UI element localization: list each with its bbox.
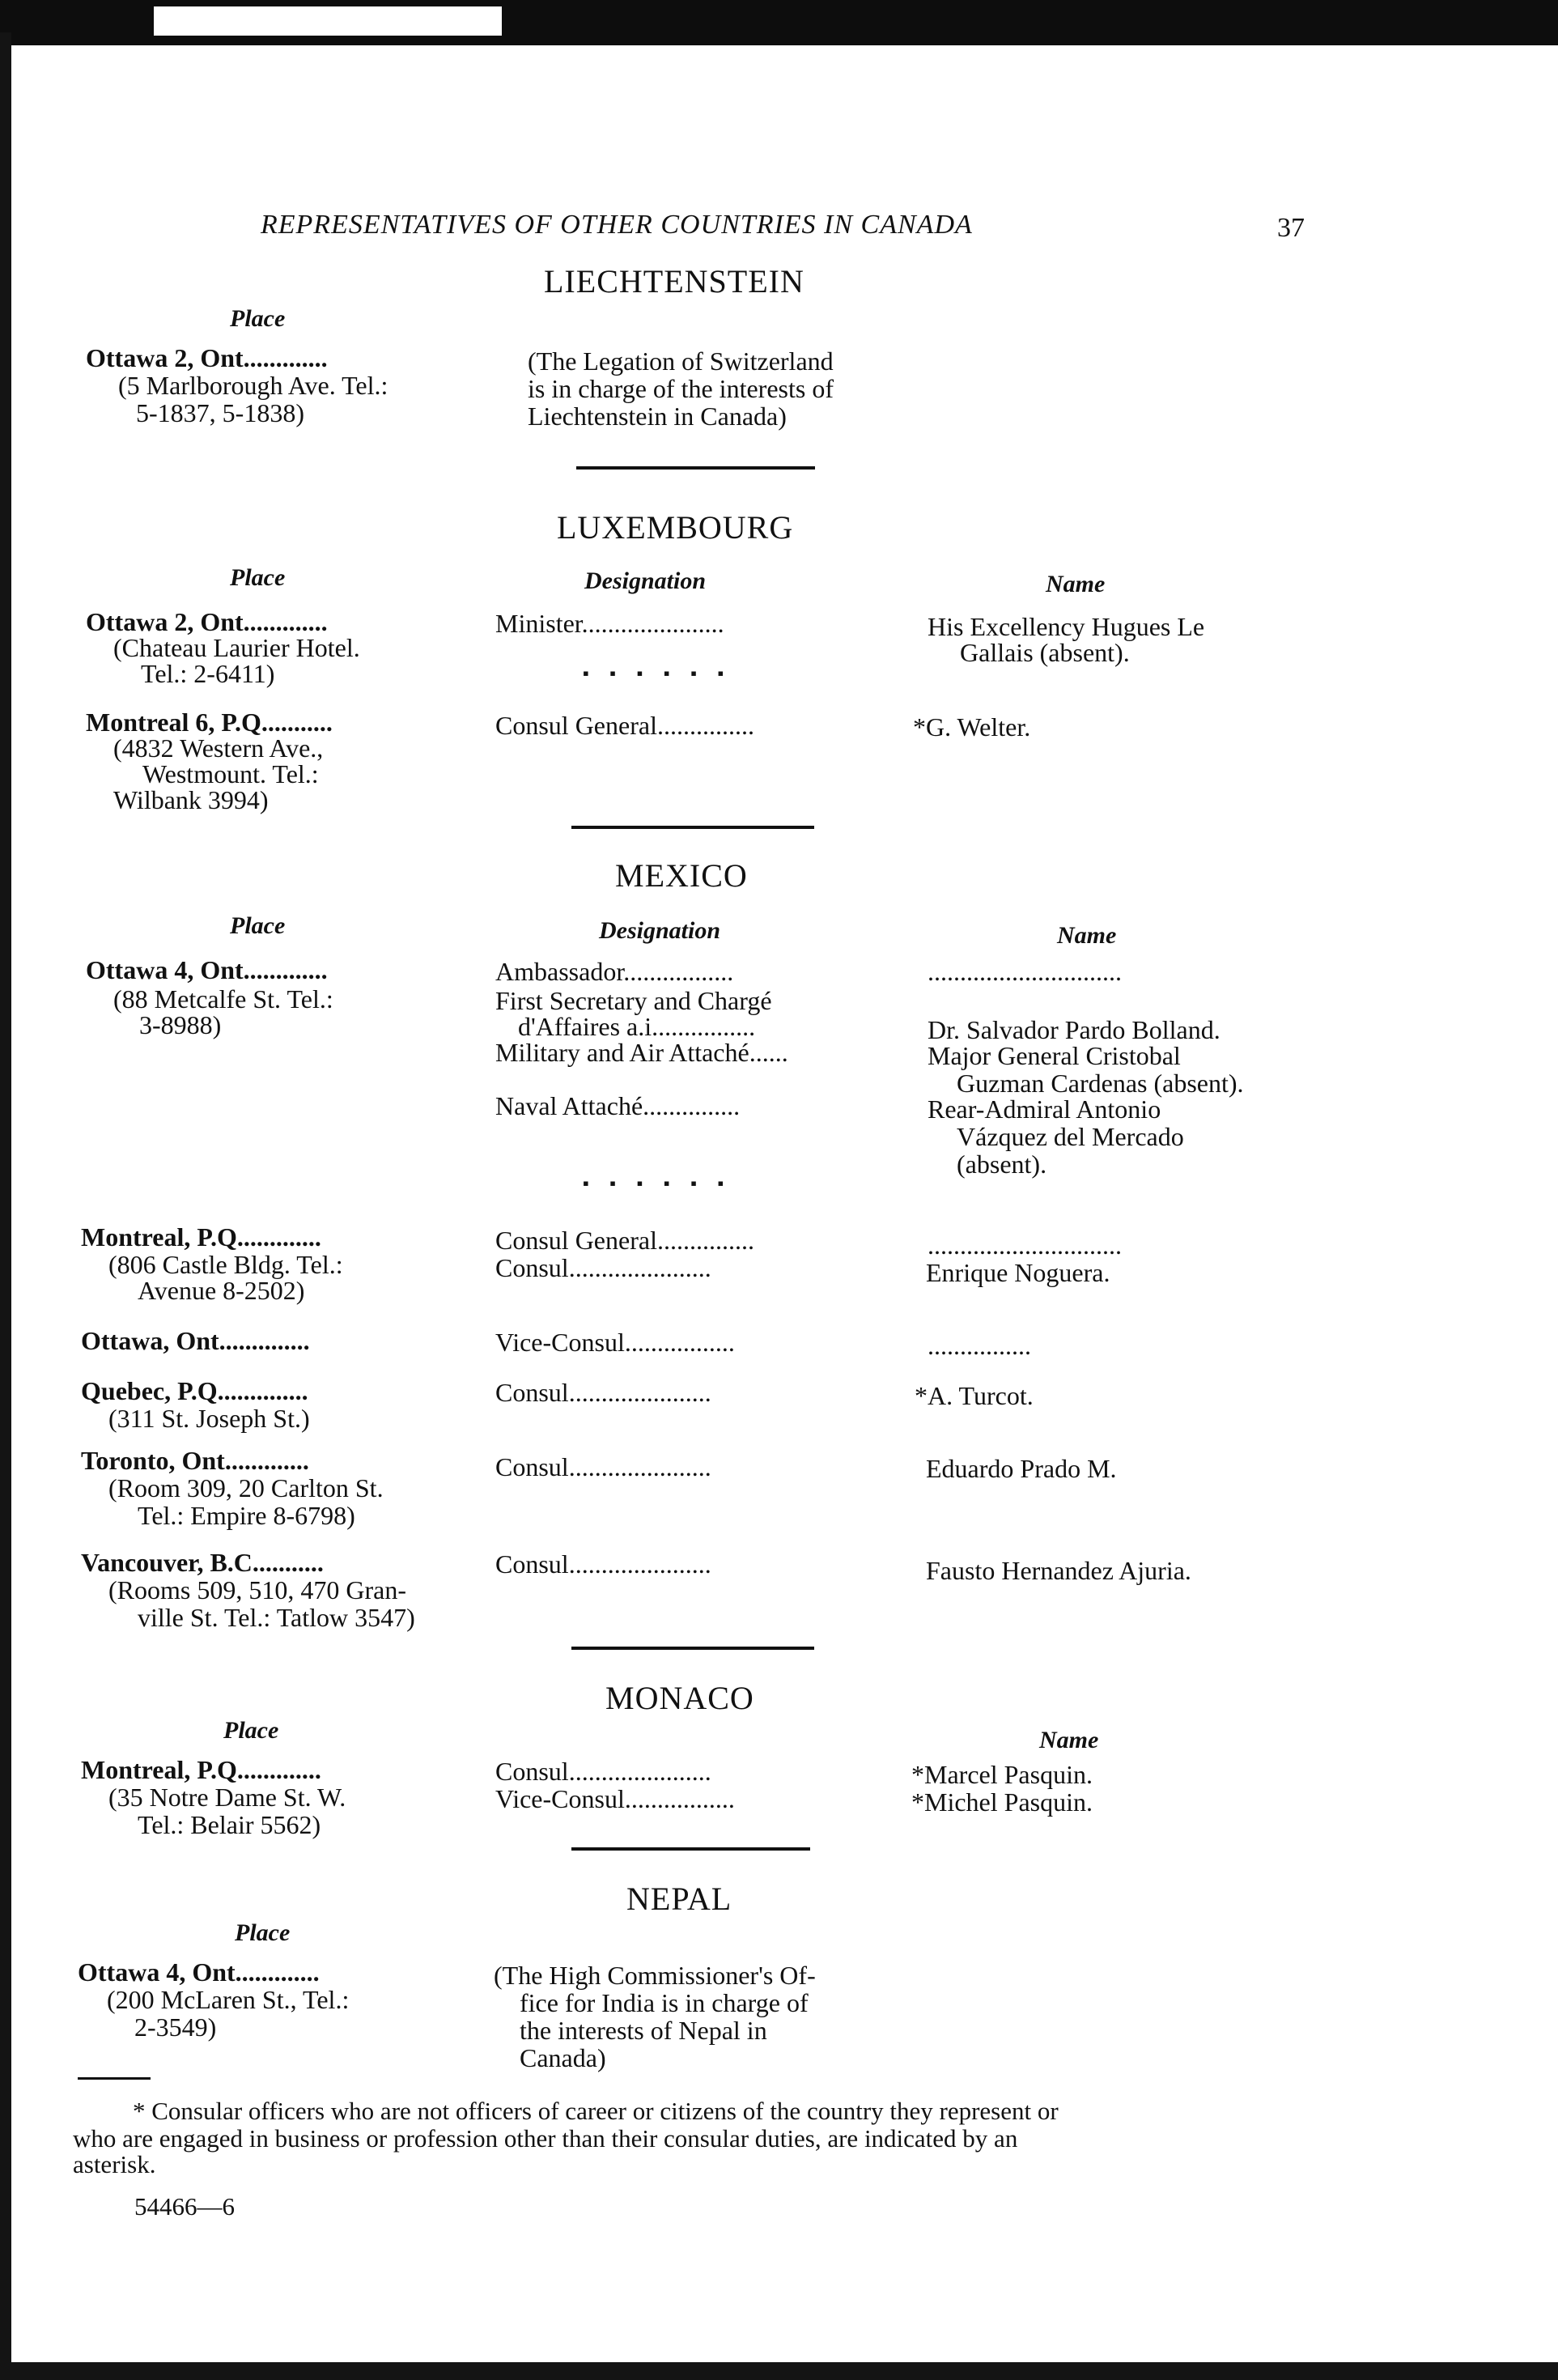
place-address: (5 Marlborough Ave. Tel.: xyxy=(118,371,388,400)
designation: Consul...................... xyxy=(495,1452,711,1481)
place-address: Avenue 8-2502) xyxy=(138,1276,305,1305)
place-address: (Room 309, 20 Carlton St. xyxy=(108,1473,384,1502)
place-address: Tel.: Belair 5562) xyxy=(138,1810,321,1839)
column-header-place: Place xyxy=(230,912,286,939)
designation: Consul...................... xyxy=(495,1757,711,1786)
section-divider xyxy=(576,466,815,470)
place-name: Ottawa 4, Ont............. xyxy=(78,1957,320,1987)
footnote-text: who are engaged in business or profession other than their consular duties, are indicated by an xyxy=(73,2124,1018,2153)
note-text: fice for India is in charge of xyxy=(520,1988,809,2017)
designation: Vice-Consul................. xyxy=(495,1784,735,1813)
note-text: is in charge of the interests of xyxy=(528,374,834,403)
place-address: (Chateau Laurier Hotel. xyxy=(113,633,360,662)
column-header-name: Name xyxy=(1057,922,1117,949)
note-text: the interests of Nepal in xyxy=(520,2016,767,2045)
print-code: 54466—6 xyxy=(134,2192,235,2221)
place-address: (311 St. Joseph St.) xyxy=(108,1404,310,1433)
representative-name: Fausto Hernandez Ajuria. xyxy=(926,1556,1191,1585)
column-header-place: Place xyxy=(235,1919,291,1946)
designation: Consul General............... xyxy=(495,711,754,740)
place-address: Wilbank 3994) xyxy=(113,785,269,814)
designation: Vice-Consul................. xyxy=(495,1328,735,1357)
designation: d'Affaires a.i................ xyxy=(518,1012,756,1041)
place-address: Westmount. Tel.: xyxy=(142,759,319,788)
designation: Consul...................... xyxy=(495,1253,711,1282)
representative-name: *G. Welter. xyxy=(913,712,1031,742)
place-address: 5-1837, 5-1838) xyxy=(136,398,304,427)
scan-label-patch xyxy=(154,6,502,36)
place-name: Toronto, Ont............. xyxy=(81,1446,309,1475)
place-address: 2-3549) xyxy=(134,2012,217,2042)
section-divider xyxy=(571,1647,814,1650)
representative-name: (absent). xyxy=(957,1150,1047,1179)
place-name: Quebec, P.Q.............. xyxy=(81,1376,308,1405)
footnote-rule xyxy=(78,2077,151,2080)
section-title-liechtenstein: LIECHTENSTEIN xyxy=(544,263,804,300)
ellipsis-dots: ▪ ▪ ▪ ▪ ▪ ▪ xyxy=(583,663,732,683)
column-header-name: Name xyxy=(1046,571,1106,597)
place-name: Ottawa 4, Ont............. xyxy=(86,955,328,984)
representative-name: His Excellency Hugues Le xyxy=(928,612,1205,641)
section-title-nepal: NEPAL xyxy=(626,1881,732,1917)
representative-name: *A. Turcot. xyxy=(915,1381,1034,1410)
designation: Military and Air Attaché...... xyxy=(495,1038,788,1067)
note-text: (The High Commissioner's Of- xyxy=(494,1961,816,1990)
column-header-designation: Designation xyxy=(599,917,721,944)
column-header-designation: Designation xyxy=(584,567,707,594)
footnote-text: * Consular officers who are not officers of career or citizens of the country they represent or xyxy=(133,2097,1059,2125)
note-text: Canada) xyxy=(520,2043,606,2072)
column-header-name: Name xyxy=(1039,1727,1099,1753)
ellipsis-dots: ▪ ▪ ▪ ▪ ▪ ▪ xyxy=(583,1173,732,1193)
representative-name: *Michel Pasquin. xyxy=(911,1787,1093,1817)
representative-name: Vázquez del Mercado xyxy=(957,1122,1184,1151)
representative-name: .............................. xyxy=(928,1230,1122,1260)
place-name: Ottawa 2, Ont............. xyxy=(86,343,328,372)
representative-name: Major General Cristobal xyxy=(928,1041,1181,1070)
place-name: Ottawa, Ont.............. xyxy=(81,1326,310,1355)
section-title-mexico: MEXICO xyxy=(615,857,748,894)
representative-name: .............................. xyxy=(928,957,1122,986)
place-address: ville St. Tel.: Tatlow 3547) xyxy=(138,1603,415,1632)
place-address: 3-8988) xyxy=(139,1010,222,1039)
place-address: Tel.: Empire 8-6798) xyxy=(138,1501,355,1530)
place-address: (4832 Western Ave., xyxy=(113,733,324,763)
column-header-place: Place xyxy=(223,1717,279,1744)
designation: Naval Attaché............... xyxy=(495,1091,741,1120)
place-name: Montreal, P.Q............. xyxy=(81,1755,321,1784)
representative-name: Gallais (absent). xyxy=(960,638,1130,667)
note-text: (The Legation of Switzerland xyxy=(528,346,834,376)
designation: Consul General............... xyxy=(495,1226,754,1255)
place-address: (200 McLaren St., Tel.: xyxy=(107,1985,350,2014)
place-address: (806 Castle Bldg. Tel.: xyxy=(108,1250,343,1279)
section-divider xyxy=(571,826,814,829)
column-header-place: Place xyxy=(230,305,286,332)
page-number: 37 xyxy=(1277,213,1305,243)
place-name: Ottawa 2, Ont............. xyxy=(86,607,328,636)
designation: First Secretary and Chargé xyxy=(495,986,772,1015)
place-name: Montreal, P.Q............. xyxy=(81,1222,321,1252)
place-address: (35 Notre Dame St. W. xyxy=(108,1783,346,1812)
footnote-text: asterisk. xyxy=(73,2150,156,2178)
representative-name: Guzman Cardenas (absent). xyxy=(957,1069,1244,1098)
section-divider xyxy=(571,1847,810,1851)
column-header-place: Place xyxy=(230,564,286,591)
representative-name: *Marcel Pasquin. xyxy=(911,1760,1093,1789)
representative-name: Enrique Noguera. xyxy=(926,1258,1110,1287)
scan-border-left xyxy=(0,32,11,2380)
designation: Minister...................... xyxy=(495,609,724,638)
section-title-monaco: MONACO xyxy=(605,1680,754,1716)
designation: Consul...................... xyxy=(495,1378,711,1407)
section-title-luxembourg: LUXEMBOURG xyxy=(557,509,794,546)
place-name: Montreal 6, P.Q........... xyxy=(86,708,333,737)
running-title: REPRESENTATIVES OF OTHER COUNTRIES IN CANADA xyxy=(261,210,973,240)
place-name: Vancouver, B.C........... xyxy=(81,1548,324,1577)
representative-name: Eduardo Prado M. xyxy=(926,1454,1117,1483)
representative-name: Dr. Salvador Pardo Bolland. xyxy=(928,1015,1221,1044)
representative-name: ................ xyxy=(928,1331,1031,1360)
note-text: Liechtenstein in Canada) xyxy=(528,402,787,431)
place-address: (Rooms 509, 510, 470 Gran- xyxy=(108,1575,406,1604)
place-address: (88 Metcalfe St. Tel.: xyxy=(113,984,333,1014)
representative-name: Rear-Admiral Antonio xyxy=(928,1094,1161,1124)
designation: Ambassador................. xyxy=(495,957,734,986)
place-address: Tel.: 2-6411) xyxy=(141,659,275,688)
designation: Consul...................... xyxy=(495,1549,711,1579)
scan-border-bottom xyxy=(0,2362,1558,2380)
